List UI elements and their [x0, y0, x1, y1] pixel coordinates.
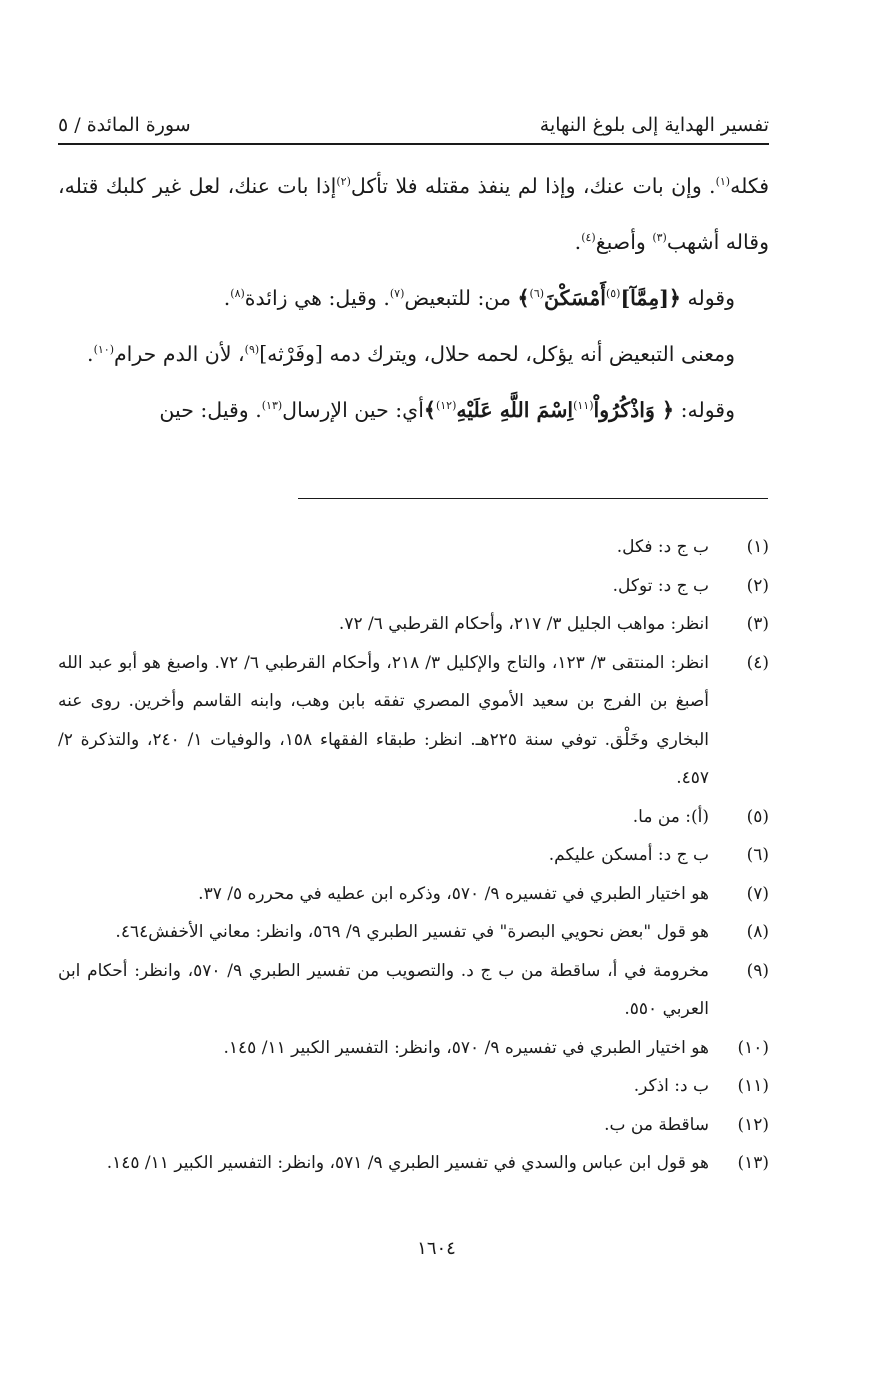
surah-reference: سورة المائدة / ٥ — [58, 114, 191, 136]
footnote-number: (٥) — [746, 806, 769, 827]
footnote-ref-7[interactable]: (٧) — [389, 287, 405, 301]
footnote-8 — [58, 913, 769, 952]
footnote-text: انظر: المنتقى ٣/ ١٢٣، والتاج والإكليل ٣/ ٢١٨، وأحكام القرطبي ٦/ ٧٢. واصبغ هو أبو عبد الله أصبغ بن الفرج بن سعيد الأموي المصري تفقه بابن وهب، وابنه القاسم وأخرين. روى عنه البخاري وخَلْق. توفي سنة ٢٢٥هـ. انظر: طبقاء الفقهاء ١٥٨، والوفيات ١/ ٢٤٠، والتذكرة ٢/ ٤٥٧. — [58, 652, 710, 788]
footnote-ref-11[interactable]: (١١) — [573, 399, 594, 413]
footnote-number: (١) — [746, 537, 769, 557]
page-number: ١٦٠٤ — [417, 1238, 456, 1259]
footnote-text: هو اختيار الطبري في تفسيره ٩/ ٥٧٠، وانظر: التفسير الكبير ١١/ ١٤٥. — [223, 1037, 709, 1058]
quran-verse: اِسْمَ اللَّهِ عَلَيْهِ — [456, 398, 574, 422]
quran-bracket: ﴾ — [423, 398, 436, 422]
footnote-ref-2[interactable]: (٢) — [336, 175, 351, 189]
footnote-ref-10[interactable]: (١٠) — [93, 343, 114, 357]
footnote-ref-4[interactable]: (٤) — [581, 231, 596, 245]
paragraph-4: وقوله: ﴿ وَاذْكُرُواْ$^{(١١)}$اِسْمَ اللَّهِ عَلَيْهِ$^{(١٢)}$﴾أي: حين الإرسال$^{(١٣)}$. وقيل: حين — [159, 398, 735, 422]
quran-verse: ﴿ وَاذْكُرُواْ — [593, 398, 675, 422]
footnote-number: (٤) — [746, 652, 769, 673]
book-title: تفسير الهداية إلى بلوغ النهاية — [539, 114, 769, 136]
running-header — [58, 100, 769, 136]
footnote-text: (أ): من ما. — [632, 806, 709, 827]
footnote-text: انظر: مواهب الجليل ٣/ ٢١٧، وأحكام القرطبي ٦/ ٧٢. — [338, 614, 709, 634]
footnote-11 — [58, 1067, 769, 1106]
footnote-ref-12[interactable]: (١٢) — [435, 399, 457, 413]
footnote-number: (١٣) — [737, 1153, 769, 1173]
footnote-ref-9[interactable]: (٩) — [244, 343, 260, 357]
footnote-text: ب ج د: توكل. — [612, 575, 709, 596]
paragraph-2: وقوله ﴿[مِمَّآ]$^{(٥)}$أَمْسَكْنَ$^{(٦)}$﴾ من: للتبعيض$^{(٧)}$. وقيل: هي زائدة$^{(٨)}$. — [223, 286, 735, 310]
quran-verse: ﴿[مِمَّآ] — [620, 286, 681, 310]
footnote-number: (٩) — [746, 960, 769, 981]
footnote-text: ب د: اذكر. — [633, 1076, 709, 1096]
footnote-13 — [58, 1144, 769, 1183]
quran-bracket: ﴾ — [517, 286, 530, 310]
footnote-7 — [58, 875, 769, 914]
footnote-ref-8[interactable]: (٨) — [230, 287, 245, 301]
footnote-ref-5[interactable]: (٥) — [605, 287, 621, 301]
footnote-1 — [58, 528, 769, 567]
footnote-ref-1[interactable]: (١) — [715, 175, 731, 189]
footnote-text: هو قول "بعض نحويي البصرة" في تفسير الطبري ٩/ ٥٦٩، وانظر: معاني الأخفش٤٦٤. — [115, 922, 709, 942]
footnote-2 — [58, 567, 769, 606]
main-text — [58, 158, 769, 438]
footnotes — [58, 528, 769, 1183]
footnote-text: هو اختيار الطبري في تفسيره ٩/ ٥٧٠، وذكره ابن عطيه في محرره ٥/ ٣٧. — [198, 883, 709, 904]
paragraph-1: فكله$^{(١)}$. وإن بات عنك، وإذا لم ينفذ مقتله فلا تأكل$^{(٢)}$إذا بات عنك، لعل غير كلبك قتله، وقاله أشهب$^{(٣)}$ وأصبغ$^{(٤)}$. — [58, 174, 769, 254]
footnote-6 — [58, 836, 769, 875]
footnote-number: (٣) — [746, 614, 769, 634]
footnote-text: هو قول ابن عباس والسدي في تفسير الطبري ٩/ ٥٧١، وانظر: التفسير الكبير ١١/ ١٤٥. — [106, 1153, 709, 1173]
footnote-ref-6[interactable]: (٦) — [529, 287, 545, 301]
footnote-number: (١٠) — [737, 1037, 769, 1058]
paragraph-3: ومعنى التبعيض أنه يؤكل، لحمه حلال، ويترك دمه [وفَرْثه]$^{(٩)}$، لأن الدم حرام$^{(١٠)}$. — [87, 342, 735, 366]
footnote-ref-13[interactable]: (١٣) — [261, 399, 283, 413]
footnote-12 — [58, 1106, 769, 1145]
footnote-separator — [298, 498, 768, 499]
footnote-text: مخرومة في أ، ساقطة من ب ج د. والتصويب من تفسير الطبري ٩/ ٥٧٠، وانظر: أحكام ابن العربي ٥٥٠. — [58, 960, 709, 1019]
footnote-5 — [58, 798, 769, 837]
header-rule — [58, 143, 769, 145]
footnote-ref-3[interactable]: (٣) — [652, 231, 667, 245]
footnote-number: (١٢) — [737, 1114, 769, 1135]
footnote-number: (٨) — [746, 922, 769, 942]
quran-verse: أَمْسَكْنَ — [544, 286, 606, 310]
footnote-10 — [58, 1029, 769, 1068]
footnote-number: (١١) — [737, 1076, 769, 1096]
footnote-3 — [58, 605, 769, 644]
footnote-9 — [58, 952, 769, 1029]
footnote-text: ساقطة من ب. — [604, 1114, 709, 1135]
footnote-number: (٦) — [746, 845, 769, 865]
footnote-4 — [58, 644, 769, 798]
footnote-number: (٢) — [746, 575, 769, 596]
footnote-number: (٧) — [746, 883, 769, 904]
footnote-text: ب ج د: فكل. — [616, 537, 709, 557]
footnote-text: ب ج د: أمسكن عليكم. — [548, 845, 709, 865]
